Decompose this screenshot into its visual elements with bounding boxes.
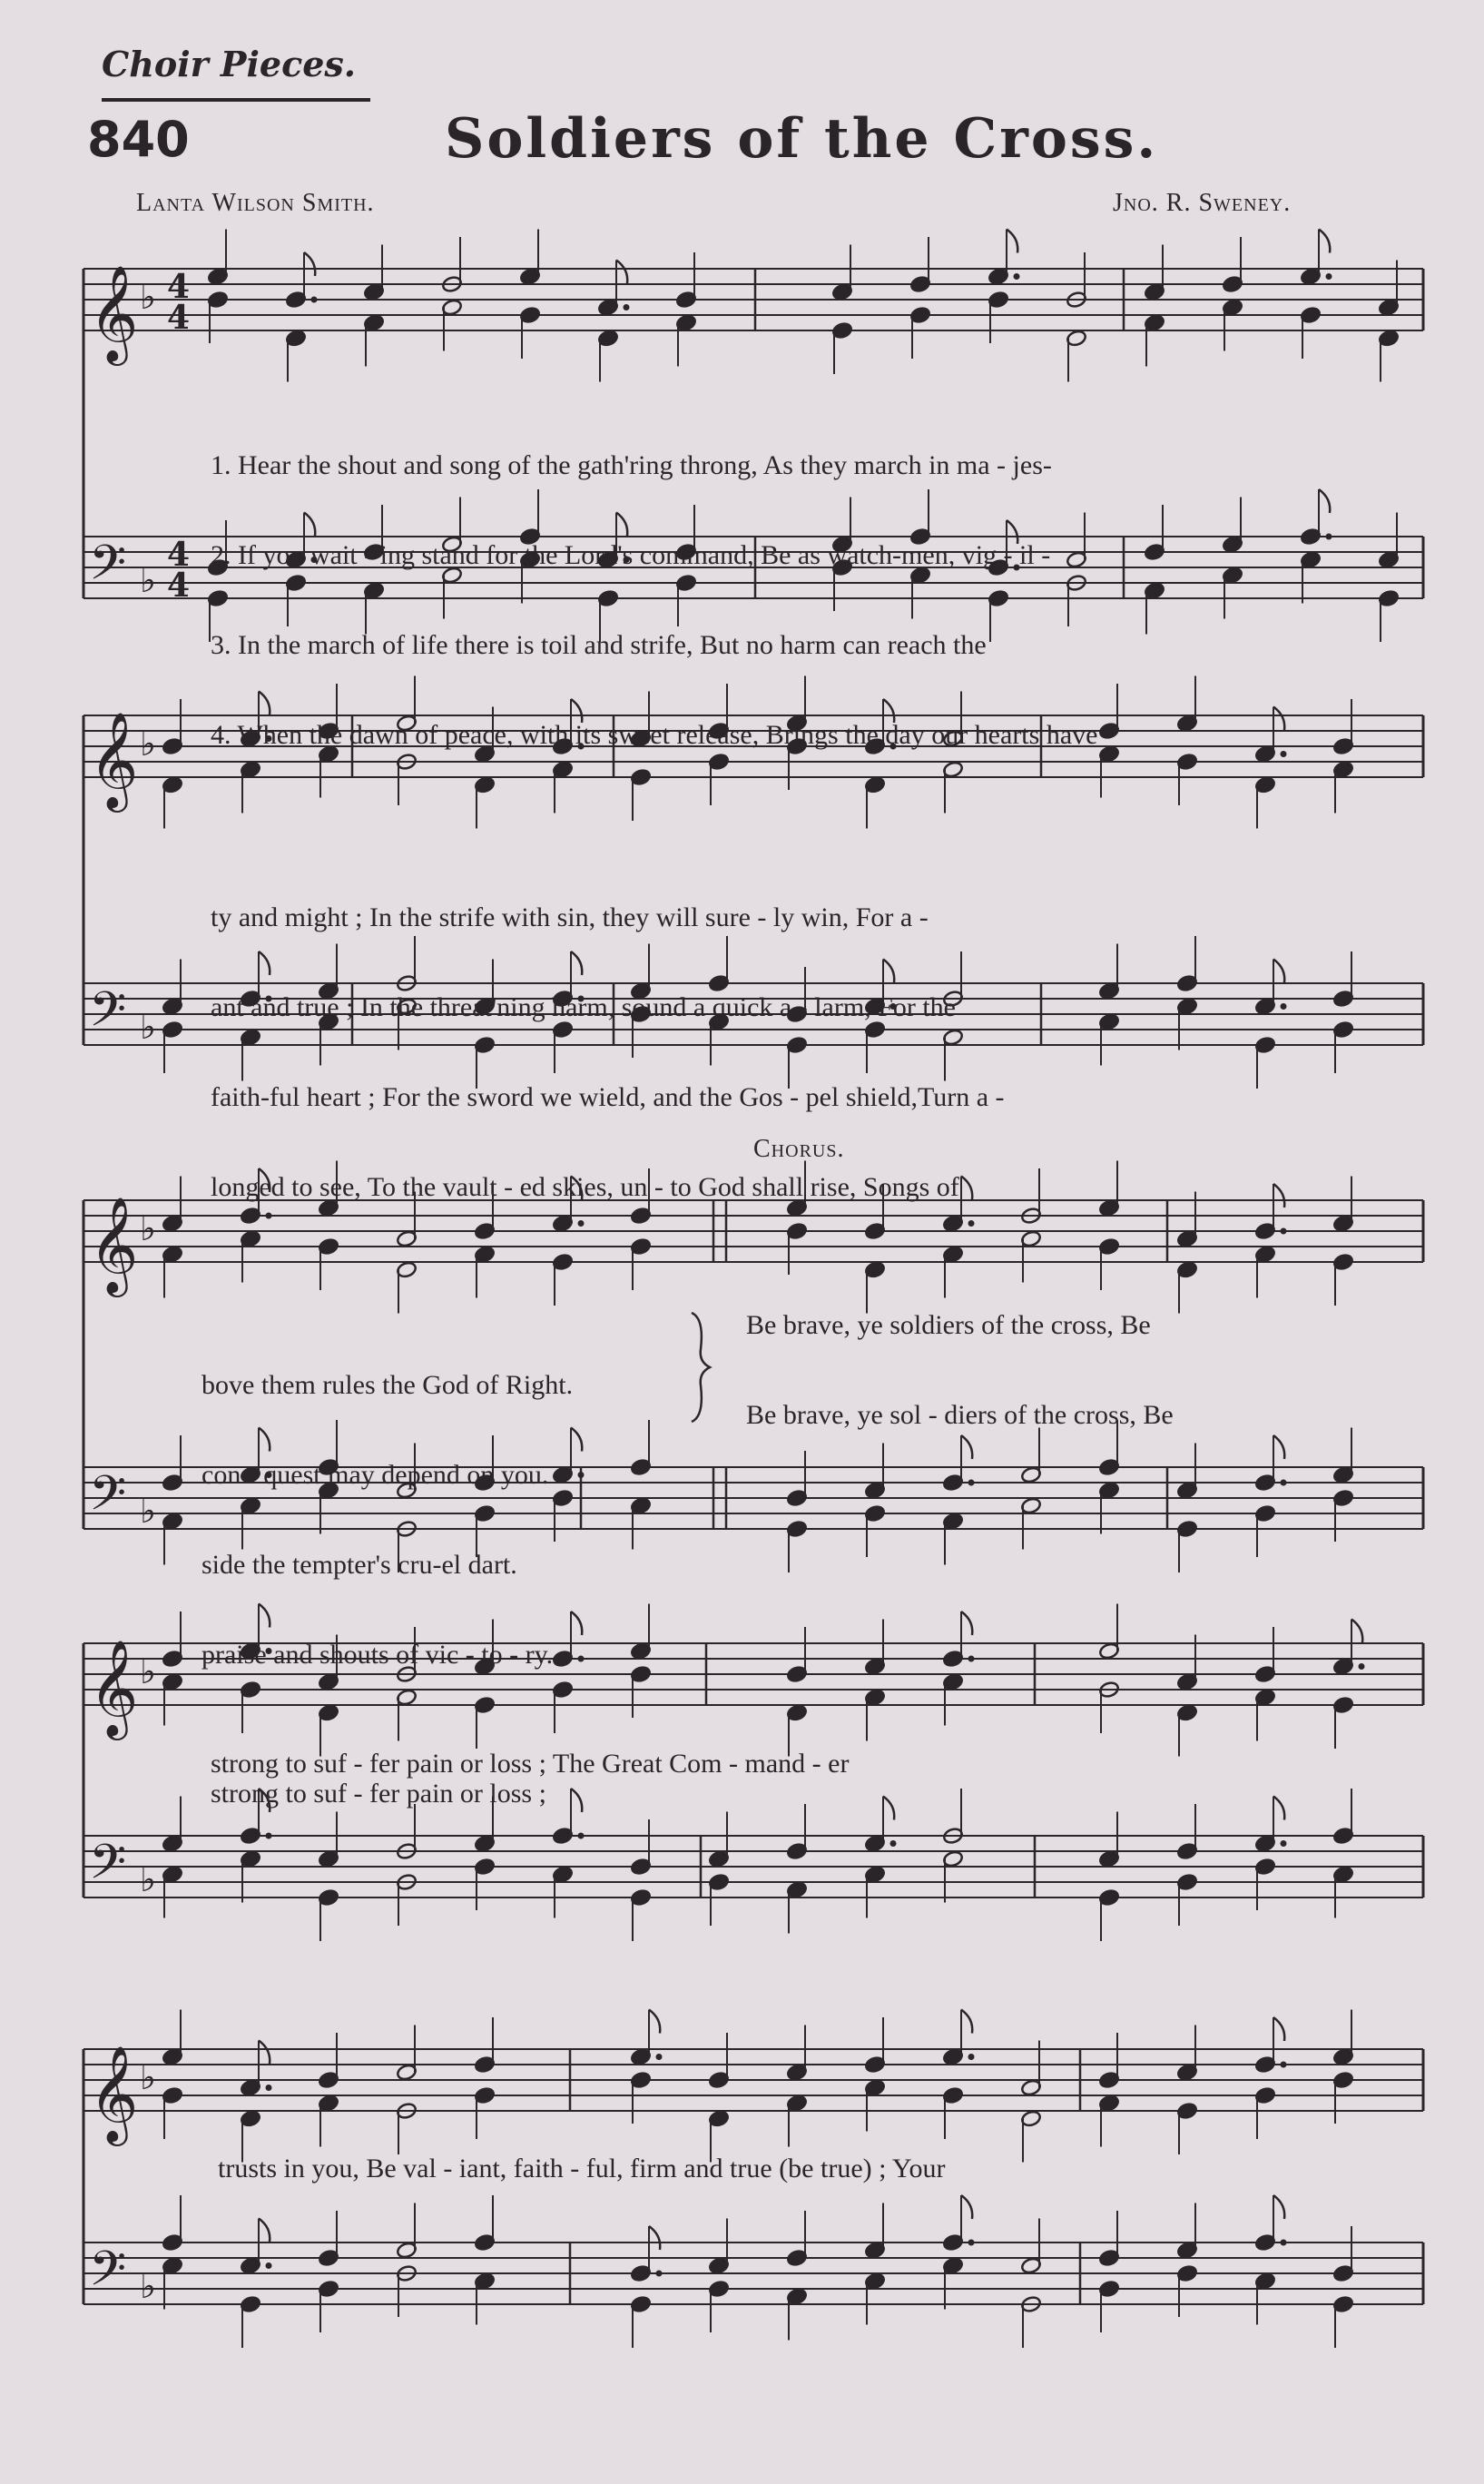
dot (1281, 1003, 1287, 1010)
note-flag (1273, 707, 1284, 731)
treble-clef: 𝄞 (89, 1639, 139, 1736)
bass-clef: 𝄢 (89, 2242, 127, 2309)
flat-sign: ♭ (140, 277, 156, 317)
flat-sign: ♭ (140, 2057, 156, 2097)
composer-credit: Jno. R. Sweney. (1113, 189, 1292, 217)
dot (656, 2271, 663, 2277)
time-signature: 4 (167, 299, 191, 337)
chorus-bass-lyric-1: Be brave, ye sol - diers of the cross, Be (746, 1400, 1174, 1430)
note-flag (1273, 960, 1284, 983)
note-flag (616, 261, 627, 284)
dot (266, 2262, 272, 2269)
verse-lines-2 (211, 843, 1005, 1232)
flat-sign: ♭ (140, 1007, 156, 1047)
note-flag (961, 1435, 972, 1459)
note-flag (1273, 1435, 1284, 1459)
bass-clef: 𝄢 (89, 982, 127, 1050)
note-flag (259, 2041, 270, 2065)
dot (1281, 2240, 1287, 2246)
note-flag (259, 2219, 270, 2242)
note-flag (1319, 230, 1330, 253)
flat-sign: ♭ (140, 1859, 156, 1899)
dot (968, 2054, 975, 2060)
treble-clef: 𝄞 (89, 1196, 139, 1293)
note-flag (571, 1789, 582, 1812)
chorus-treble-lyric-3: trusts in you, Be val - iant, faith - ful, firm and true (be true) ; Your (218, 2154, 946, 2183)
flat-sign: ♭ (140, 1208, 156, 1248)
dot (1359, 1663, 1365, 1670)
dot (578, 1472, 585, 1478)
treble-clef: 𝄞 (89, 711, 139, 808)
dot (1281, 1228, 1287, 1235)
dot (1281, 1840, 1287, 1847)
chorus-label: Chorus. (753, 1135, 845, 1163)
note-flag (1273, 2017, 1284, 2041)
dot (1281, 751, 1287, 757)
verse-3-line-3: side the tempter's cru-el dart. (201, 1550, 517, 1580)
flat-sign: ♭ (140, 724, 156, 764)
dot (578, 1656, 585, 1662)
dot (311, 297, 318, 303)
bass-clef: 𝄢 (89, 536, 127, 603)
dot (1281, 1480, 1287, 1486)
note-flag (1007, 230, 1017, 253)
chorus-treble-lyric-1: Be brave, ye soldiers of the cross, Be (746, 1310, 1151, 1340)
flat-sign: ♭ (140, 560, 156, 600)
dot (578, 1833, 585, 1839)
dot (890, 1840, 897, 1847)
hymn-number: 840 (87, 111, 190, 168)
note-flag (304, 252, 315, 276)
verse-4-line-1: 4. When the dawn of peace, with its sweet release, Brings the day our hearts have (211, 720, 1098, 750)
chorus-treble-lyric-2: strong to suf - fer pain or loss ; The Great Com - mand - er (211, 1749, 850, 1779)
verse-4-line-2: longed to see, To the vault - ed skies, un - to God shall rise, Songs of (211, 1172, 959, 1202)
note-flag (961, 2010, 972, 2034)
verse-3-line-1: 3. In the march of life there is toil and strife, But no harm can reach the (211, 630, 987, 660)
note-flag (1273, 2195, 1284, 2219)
verse-brace (692, 1313, 710, 1422)
treble-clef: 𝄞 (89, 2045, 139, 2142)
dot (624, 304, 630, 310)
dot (1014, 273, 1020, 280)
dot (1326, 273, 1332, 280)
flat-sign: ♭ (140, 2266, 156, 2306)
note-flag (1273, 1797, 1284, 1820)
verse-1-line-3: bove them rules the God of Right. (201, 1370, 574, 1400)
chorus-bass-lyric-2: strong to suf - fer pain or loss ; (211, 1779, 546, 1809)
verse-3-line-2: faith-ful heart ; For the sword we wield, and the Gos - pel shield,Turn a - (211, 1082, 1005, 1112)
hymn-title: Soldiers of the Cross. (445, 107, 1159, 171)
flat-sign: ♭ (140, 1651, 156, 1691)
bass-clef: 𝄢 (89, 1835, 127, 1902)
note-flag (649, 2010, 660, 2034)
verse-1-line-2: ty and might ; In the strife with sin, they will sure - ly win, For a - (211, 902, 929, 932)
dot (266, 2085, 272, 2091)
dot (968, 2240, 975, 2246)
note-flag (1273, 1184, 1284, 1208)
verse-4-line-3: praise and shouts of vic - to - ry. (201, 1640, 554, 1670)
time-signature: 4 (167, 567, 191, 605)
time-signature: 4 (167, 536, 191, 574)
time-signature: 4 (167, 268, 191, 306)
note-flag (961, 1612, 972, 1635)
verse-2-line-1: 2. If you wait - ing stand for the Lord's command, Be as watch-men, vig - il - (211, 540, 1051, 570)
dot (1281, 2062, 1287, 2068)
dot (1326, 534, 1332, 540)
verse-2-line-3: con - quest may depend on you. (201, 1460, 549, 1490)
verse-lines-3 (201, 1310, 573, 1700)
note-flag (883, 1797, 894, 1820)
flat-sign: ♭ (140, 1491, 156, 1531)
dot (656, 2054, 663, 2060)
verse-2-line-2: ant and true ; In the threat'ning harm, sound a quick a - larm, For the (211, 992, 957, 1022)
note-flag (649, 2226, 660, 2250)
verse-1-line-1: 1. Hear the shout and song of the gath'ring throng, As they march in ma - jes- (211, 450, 1052, 480)
note-flag (1319, 489, 1330, 513)
treble-clef: 𝄞 (89, 264, 139, 361)
note-flag (1351, 1620, 1362, 1643)
verse-lines-1 (211, 390, 1097, 780)
bass-clef: 𝄢 (89, 1466, 127, 1533)
dot (266, 1833, 272, 1839)
section-heading: Choir Pieces. (102, 44, 357, 84)
dot (968, 1656, 975, 1662)
dot (968, 1480, 975, 1486)
note-flag (961, 2195, 972, 2219)
lyricist-credit: Lanta Wilson Smith. (136, 189, 375, 217)
